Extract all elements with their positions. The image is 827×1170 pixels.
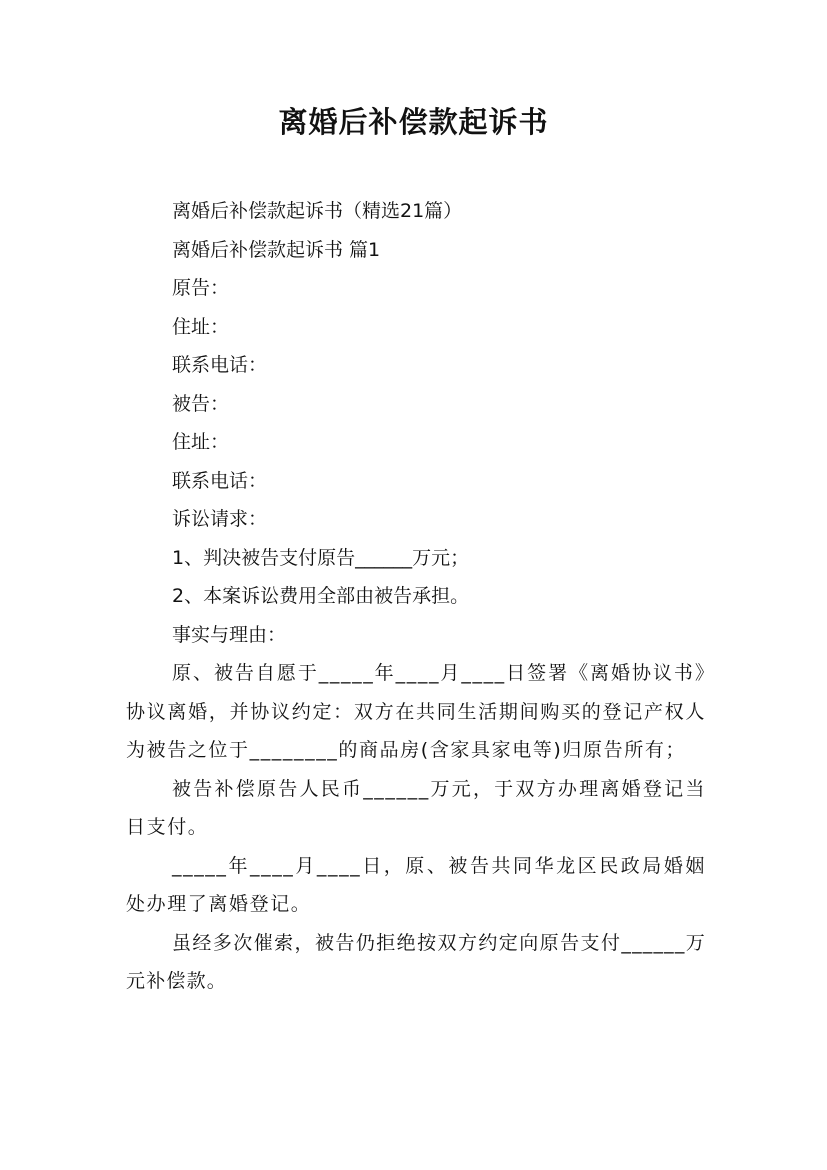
defendant-label: 被告：: [172, 392, 230, 415]
facts-heading: 事实与理由：: [172, 623, 287, 646]
document-title: 离婚后补偿款起诉书: [278, 105, 549, 139]
claim-item-1: 1、判决被告支付原告______万元；: [172, 546, 470, 569]
claim-item-2: 2、本案诉讼费用全部由被告承担。: [172, 585, 470, 607]
section-heading: 离婚后补偿款起诉书 篇1: [172, 238, 381, 261]
defendant-phone-label: 联系电话：: [172, 469, 268, 492]
plaintiff-address-label: 住址：: [172, 315, 230, 338]
subtitle-line: 离婚后补偿款起诉书（精选21篇）: [172, 200, 463, 222]
plaintiff-phone-label: 联系电话：: [172, 354, 268, 376]
facts-paragraph-2: 被告补偿原告人民币______万元，于双方办理离婚登记当日支付。: [126, 777, 706, 838]
defendant-address-label: 住址：: [172, 431, 230, 453]
plaintiff-label: 原告：: [172, 277, 230, 299]
facts-paragraph-3: _____年____月____日，原、被告共同华龙区民政局婚姻处办理了离婚登记。: [126, 854, 706, 915]
claims-heading: 诉讼请求：: [172, 508, 268, 530]
facts-paragraph-1: 原、被告自愿于_____年____月____日签署《离婚协议书》协议离婚，并协议约定：双方在共同生活期间购买的登记产权人为被告之位于________的商品房(含家具家电等)归原告所有；: [126, 662, 706, 761]
document-body: [126, 192, 706, 1001]
facts-paragraph-4: 虽经多次催索，被告仍拒绝按双方约定向原告支付______万元补偿款。: [126, 931, 706, 992]
